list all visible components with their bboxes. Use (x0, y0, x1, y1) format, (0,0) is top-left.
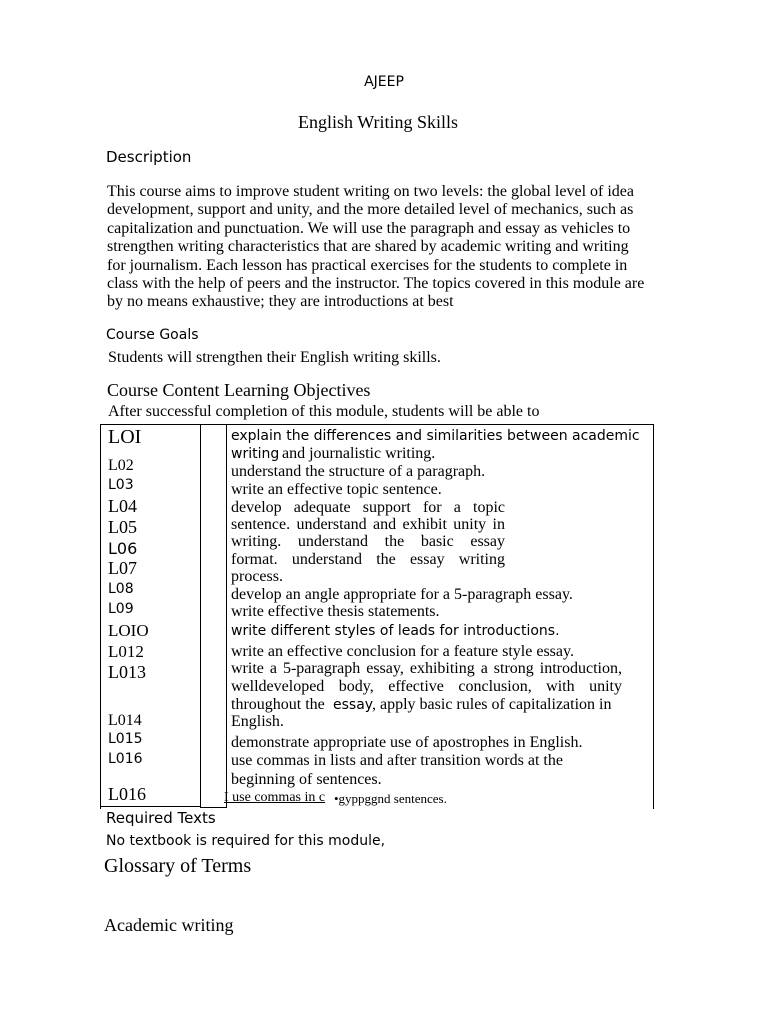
objective-line: writing (231, 446, 280, 462)
objective-code: L05 (108, 517, 137, 537)
objective-line: writing. understand the basic essay (231, 533, 505, 550)
document-header: AJEEP (364, 74, 404, 90)
objective-line: essay (333, 697, 374, 713)
glossary-term: Academic writing (104, 915, 234, 935)
document-title: English Writing Skills (298, 112, 458, 132)
objective-code: L07 (108, 558, 137, 578)
description-body: This course aims to improve student writing on two levels: the global level of idea development, support and unity, and the more detailed level of mechanics, such as capitalization and punctuation. We will use the paragraph and essay as vehicles to strengthen writing characteristics that are shared by academic writing and writing for journalism. Each lesson has practical exercises for the students to complete in class with the help of peers and the instructor. The topics covered in this module are by no means exhaustive; they are introductions at best (107, 183, 645, 311)
table-code-bottom-border (100, 806, 200, 807)
objective-code: L016 (108, 751, 143, 767)
course-goals-heading: Course Goals (106, 327, 199, 343)
objective-code: L09 (108, 601, 134, 617)
objective-code: L012 (108, 642, 144, 661)
required-texts-heading: Required Texts (106, 809, 216, 827)
objective-line: sentence. understand and exhibit unity in (231, 516, 505, 533)
objective-line: I use commas in c (224, 790, 326, 805)
objective-line: understand the structure of a paragraph. (231, 463, 486, 480)
table-column-divider (200, 424, 227, 808)
objective-code: L016 (108, 784, 146, 804)
objective-line: format. understand the essay writing (231, 551, 505, 568)
objective-line: process. (231, 568, 283, 585)
objective-code: LOI (108, 426, 142, 448)
objective-line: use commas in lists and after transition words at the (231, 752, 563, 769)
objective-line: throughout the (231, 696, 325, 713)
objective-line: explain the differences and similarities between academic (231, 428, 640, 444)
description-heading: Description (106, 148, 192, 166)
glossary-heading: Glossary of Terms (104, 855, 252, 877)
objective-line: write effective thesis statements. (231, 603, 440, 620)
objective-line: demonstrate appropriate use of apostrophes in English. (231, 734, 583, 751)
course-goals-body: Students will strengthen their English writing skills. (108, 349, 441, 366)
objective-line: write an effective conclusion for a feature style essay. (231, 643, 574, 660)
objective-line: write different styles of leads for introductions. (231, 623, 560, 639)
objective-code: L015 (108, 731, 143, 747)
objective-line: and journalistic writing. (282, 445, 436, 462)
required-texts-body: No textbook is required for this module, (106, 833, 386, 849)
objective-line: beginning of sentences. (231, 771, 382, 788)
objective-code: L03 (108, 477, 134, 493)
objective-line: •gyppggnd sentences. (334, 791, 447, 806)
objectives-heading: Course Content Learning Objectives (107, 380, 371, 400)
objective-code: L013 (108, 662, 146, 682)
objective-code: L04 (108, 496, 137, 516)
objective-code: L02 (108, 457, 134, 474)
objective-line: write a 5-paragraph essay, exhibiting a strong introduction, (231, 660, 622, 677)
objective-code: LOIO (108, 621, 149, 640)
objective-line: welldeveloped body, effective conclusion, with unity (231, 678, 622, 695)
objective-line: English. (231, 713, 284, 730)
objectives-intro: After successful completion of this module, students will be able to (108, 403, 540, 420)
objective-line: develop an angle appropriate for a 5-paragraph essay. (231, 586, 573, 603)
objective-line: develop adequate support for a topic (231, 499, 505, 516)
objective-code: L08 (108, 581, 134, 597)
objective-code: L06 (108, 539, 138, 558)
objective-code: L014 (108, 712, 142, 729)
objective-line: , apply basic rules of capitalization in (372, 696, 612, 713)
objective-line: write an effective topic sentence. (231, 481, 442, 498)
